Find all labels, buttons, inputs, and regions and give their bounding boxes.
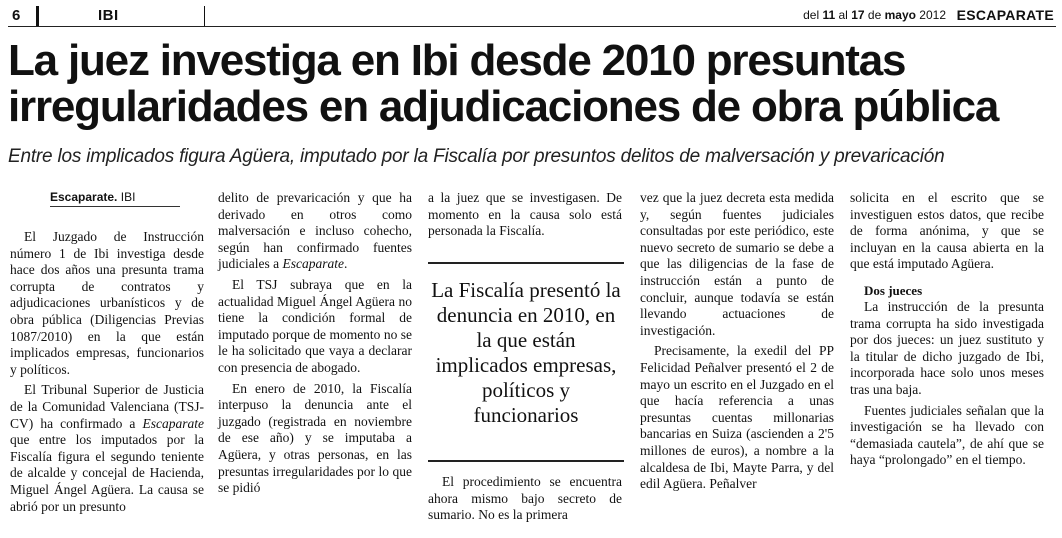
byline xyxy=(50,190,180,207)
paragraph: El procedimiento se encuentra ahora mismo bajo secreto de sumario. No es la primera xyxy=(428,474,622,523)
date-text: 2012 xyxy=(919,8,946,22)
emphasis: Escaparate xyxy=(142,415,204,431)
column-2 xyxy=(218,190,412,501)
paragraph: El Juzgado de Instrucción número 1 de Ibi investiga desde hace dos años una presunta trama corrupta de contratos y adjudicaciones urbanísticos y de obra pública (Diligencias Previas 1087/2010) en la que están implicados empresas, funcionarios y políticos. xyxy=(10,229,204,377)
date-text: de xyxy=(867,8,882,22)
page-header xyxy=(8,6,1056,27)
column-1 xyxy=(10,190,204,519)
text-run: El Tribunal Superior de Justicia de la Comunidad Valenciana (TSJ-CV) ha confirmado a xyxy=(10,382,204,431)
emphasis: Escaparate xyxy=(282,256,344,272)
text-run: delito de prevaricación y que ha derivado en otros como malversación e incluso cohecho, según han confirmado fuentes judiciales a xyxy=(218,190,412,272)
header-divider xyxy=(204,6,205,26)
page-number: 6 xyxy=(12,7,21,24)
paragraph: solicita en el escrito que se investiguen estos datos, que recibe de forma anónima, y que se incluyan en la causa abierta en la que está imputado Agüera. xyxy=(850,190,1044,272)
paragraph: vez que la juez decreta esta medida y, según fuentes judiciales consultadas por este periódico, este nuevo secreto de sumario se debe a que las diligencias de la fase de instrucción están a punto de concluir, aunque todavía se están llevando actuaciones de investigación. xyxy=(640,190,834,338)
date-text: 17 xyxy=(851,8,865,22)
paragraph: a la juez que se investigasen. De momento en la causa solo está personada la Fiscalía. xyxy=(428,190,622,239)
byline-place: IBI xyxy=(120,190,136,204)
text-run: que entre los imputados por la Fiscalía figura el segundo teniente de alcalde y concejal de Hacienda, Miguel Ángel Agüera. La causa se abrió por un presunto xyxy=(10,432,204,514)
section-subheading: Dos jueces xyxy=(864,282,923,298)
date-text: del xyxy=(803,8,820,22)
paragraph xyxy=(10,382,204,515)
pull-quote xyxy=(428,262,624,462)
paragraph: La instrucción de la presunta trama corrupta ha sido investigada por dos jueces: un juez sustituto y la titular de dicho juzgado de Ibi, incorporada hace solo unos meses tras una baja. xyxy=(850,298,1044,397)
paragraph xyxy=(218,190,412,273)
byline-source: Escaparate. xyxy=(50,190,118,204)
column-3-lower xyxy=(428,474,622,528)
paragraph: En enero de 2010, la Fiscalía interpuso la denuncia ante el juzgado (registrada en noviembre de ese año) y se imputaba a Agüera, y otras personas, en las presuntas irregularidades por lo que se pidió xyxy=(218,380,412,496)
date-text: mayo xyxy=(884,8,916,22)
section-name: IBI xyxy=(98,7,119,24)
column-3 xyxy=(428,190,622,244)
issue-date xyxy=(803,8,946,22)
column-5 xyxy=(850,190,1044,473)
header-divider xyxy=(36,6,39,26)
date-text: 11 xyxy=(822,8,836,22)
paragraph: Fuentes judiciales señalan que la investigación se ha llevado con “demasiada cautela”, de ahí que se haya “prolongado” en el tiempo. xyxy=(850,402,1044,468)
date-text: al xyxy=(838,8,848,22)
column-4 xyxy=(640,190,834,497)
paragraph: Precisamente, la exedil del PP Felicidad Peñalver presentó el 2 de mayo un escrito en el Juzgado en el que hacía referencia a unas presuntas cuentas millonarias bancarias en Suiza (ascienden a 2'5 millones de euros), a nombre a la alcaldesa de Ibi, Mayte Parra, y del edil Agüera. Peñalver xyxy=(640,343,834,492)
pull-quote-text: La Fiscalía presentó la denuncia en 2010, en la que están implicados empresas, políticos y funcionarios xyxy=(431,278,621,427)
text-run: . xyxy=(343,256,348,272)
headline: La juez investiga en Ibi desde 2010 presuntas irregularidades en adjudicaciones de obra pública xyxy=(8,36,999,131)
publication-name: ESCAPARATE xyxy=(956,7,1054,23)
paragraph: El TSJ subraya que en la actualidad Miguel Ángel Agüera no tiene la condición formal de imputado porque de momento no se le ha solicitado que vaya a declarar con presencia de abogado. xyxy=(218,276,412,375)
subheadline: Entre los implicados figura Agüera, imputado por la Fiscalía por presuntos delitos de malversación y prevaricación xyxy=(8,146,945,167)
